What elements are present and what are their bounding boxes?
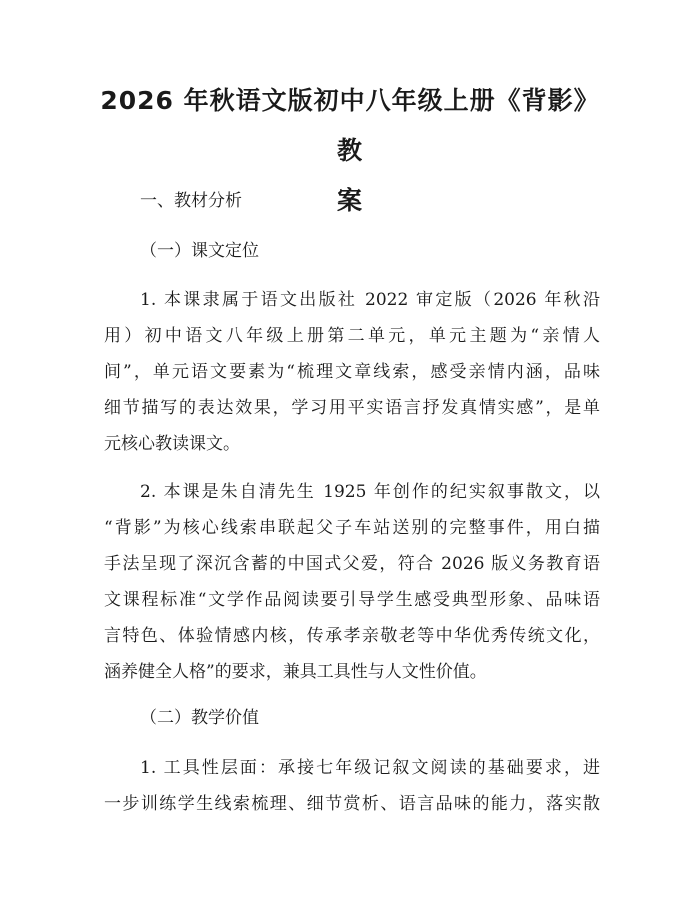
title-line-2: 案 xyxy=(336,186,363,215)
paragraph-2-line-5: 言特色、体验情感内核，传承孝亲敬老等中华优秀传统文化， xyxy=(104,626,600,646)
subsection-heading-teaching-value: （二）教学价值 xyxy=(140,708,259,728)
paragraph-1-line-1: 1. 本课隶属于语文出版社 2022 审定版（2026 年秋沿 xyxy=(140,290,600,310)
paragraph-2-line-3: 手法呈现了深沉含蓄的中国式父爱，符合 2026 版义务教育语 xyxy=(104,554,600,574)
paragraph-2-line-4: 文课程标准“文学作品阅读要引导学生感受典型形象、品味语 xyxy=(104,590,600,610)
paragraph-1-line-4: 细节描写的表达效果，学习用平实语言抒发真情实感”，是单 xyxy=(104,398,600,418)
section-heading-teaching-analysis: 一、教材分析 xyxy=(140,191,242,211)
paragraph-1-line-2: 用）初中语文八年级上册第二单元，单元主题为“亲情人 xyxy=(104,326,600,346)
paragraph-3-line-2: 一步训练学生线索梳理、细节赏析、语言品味的能力，落实散 xyxy=(104,794,600,814)
paragraph-1-line-5: 元核心教读课文。 xyxy=(104,434,240,454)
title-line-1: 2026 年秋语文版初中八年级上册《背影》教 xyxy=(100,86,600,165)
paragraph-2-line-6: 涵养健全人格”的要求，兼具工具性与人文性价值。 xyxy=(104,662,487,682)
subsection-heading-text-positioning: （一）课文定位 xyxy=(140,241,259,261)
paragraph-2-line-1: 2. 本课是朱自清先生 1925 年创作的纪实叙事散文，以 xyxy=(140,482,600,502)
paragraph-3-line-1: 1. 工具性层面：承接七年级记叙文阅读的基础要求，进 xyxy=(140,758,600,778)
paragraph-2-line-2: “背影”为核心线索串联起父子车站送别的完整事件，用白描 xyxy=(104,518,600,538)
paragraph-1-line-3: 间”，单元语文要素为“梳理文章线索，感受亲情内涵，品味 xyxy=(104,362,600,382)
